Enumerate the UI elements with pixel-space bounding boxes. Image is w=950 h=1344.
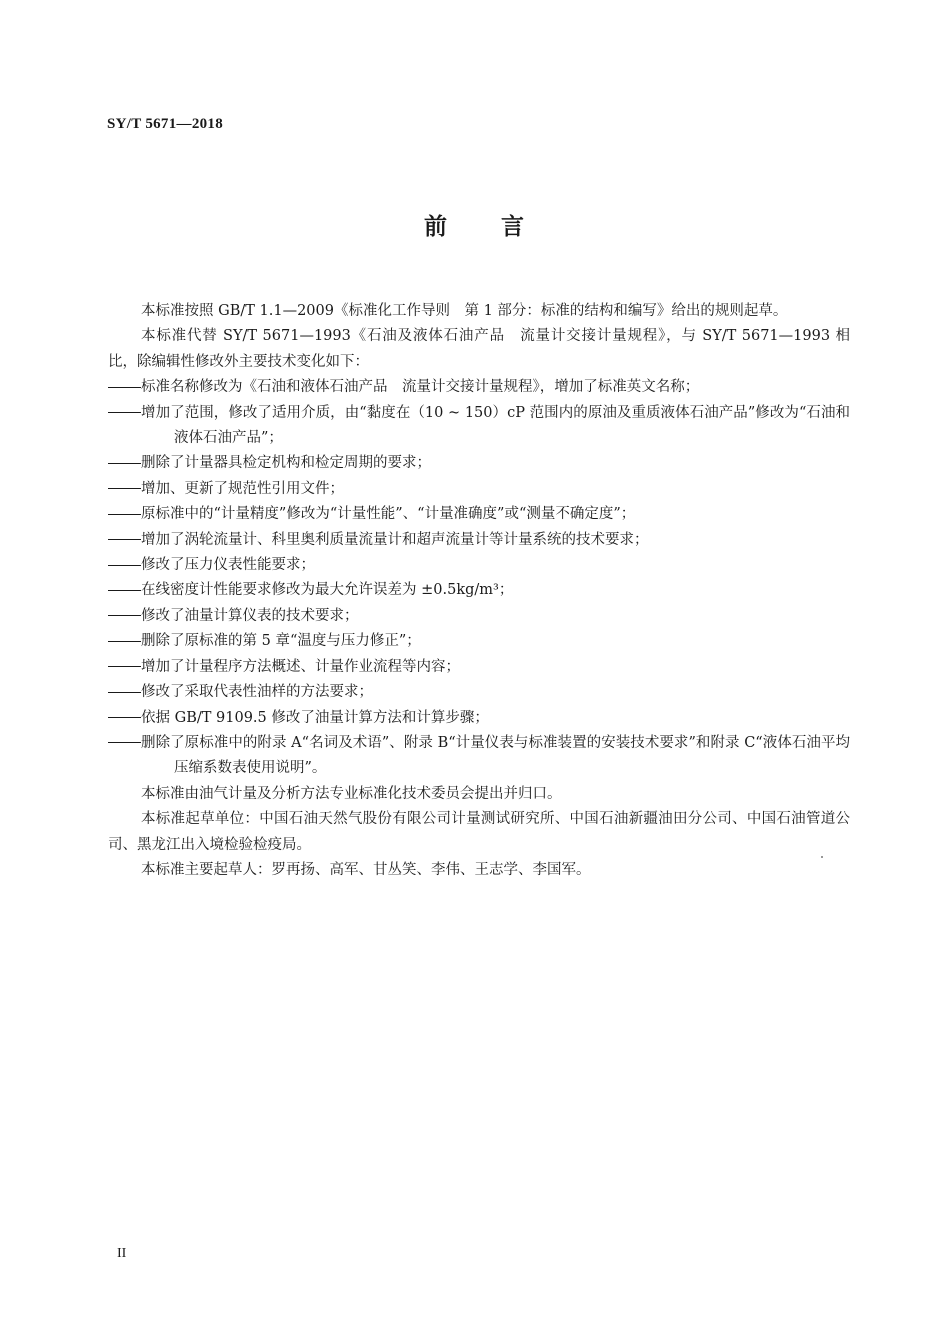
change-item [108,578,850,603]
change-text: 增加了范围，修改了适用介质，由“黏度在（10 ~ 150）cP 范围内的原油及重质液体石油产品”修改为“石油和液体石油产品”； [141,404,850,447]
change-item [108,680,850,705]
change-text: 删除了原标准中的附录 A“名词及术语”、附录 B“计量仪表与标准装置的安装技术要求”和附录 C“液体石油平均压缩系数表使用说明”。 [141,734,850,777]
standard-code: SY/T 5671—2018 [107,116,224,132]
foreword-body [108,299,850,883]
proposer-paragraph: 本标准由油气计量及分析方法专业标准化技术委员会提出并归口。 [141,785,562,802]
change-text: 依据 GB/T 9109.5 修改了油量计算方法和计算步骤； [141,709,489,726]
change-item [108,604,850,629]
dash-marker [108,528,141,553]
drafting-rules-paragraph: 本标准按照 GB/T 1.1—2009《标准化工作导则 第 1 部分：标准的结构和编写》给出的规则起草。 [141,303,788,319]
change-text: 原标准中的“计量精度”修改为“计量性能”、“计量准确度”或“测量不确定度”； [141,506,636,523]
change-item [108,477,850,502]
dash-marker [108,629,141,654]
change-text: 标准名称修改为《石油和液体石油产品 流量计交接计量规程》，增加了标准英文名称； [141,379,700,396]
change-text: 增加、更新了规范性引用文件； [141,480,344,497]
change-text: 增加了涡轮流量计、科里奥利质量流量计和超声流量计等计量系统的技术要求； [141,531,649,548]
change-item [108,655,850,680]
dash-marker [108,680,141,705]
dash-marker [108,477,141,502]
title-char-1: 前 [424,214,449,240]
drafters-paragraph: 本标准主要起草人：罗再扬、高军、甘丛笑、李伟、王志学、李国军。 [141,861,591,878]
change-text: 修改了压力仪表性能要求； [141,557,315,574]
change-item [108,528,850,553]
dash-marker [108,578,141,603]
page-title [0,208,950,241]
change-item [108,451,850,476]
dash-marker [108,375,141,400]
page-number: II [117,1246,127,1261]
dash-marker [108,655,141,680]
dash-marker [108,731,141,756]
dash-marker [108,502,141,527]
dash-marker [108,553,141,578]
change-text: 在线密度计性能要求修改为最大允许误差为 ±0.5kg/m³； [141,582,514,599]
change-item [108,401,850,452]
title-char-2: 言 [501,214,526,240]
dash-marker [108,706,141,731]
change-text: 修改了采取代表性油样的方法要求； [141,684,373,701]
dash-marker [108,604,141,629]
change-item [108,502,850,527]
change-item [108,375,850,400]
dash-marker [108,451,141,476]
drafting-units-paragraph: 本标准起草单位：中国石油天然气股份有限公司计量测试研究所、中国石油新疆油田分公司、中国石油管道公司、黑龙江出入境检验检疫局。 [108,811,850,853]
change-text: 增加了计量程序方法概述、计量作业流程等内容； [141,658,460,675]
change-item [108,731,850,782]
dash-marker [108,401,141,426]
replacement-paragraph: 本标准代替 SY/T 5671—1993《石油及液体石油产品 流量计交接计量规程》，与 SY/T 5671—1993 相比，除编辑性修改外主要技术变化如下： [108,328,850,370]
change-item [108,629,850,654]
change-text: 删除了原标准的第 5 章“温度与压力修正”； [141,633,421,650]
change-text: 修改了油量计算仪表的技术要求； [141,607,359,624]
scan-speck [821,856,823,858]
change-item [108,706,850,731]
change-item [108,553,850,578]
change-text: 删除了计量器具检定机构和检定周期的要求； [141,455,431,472]
